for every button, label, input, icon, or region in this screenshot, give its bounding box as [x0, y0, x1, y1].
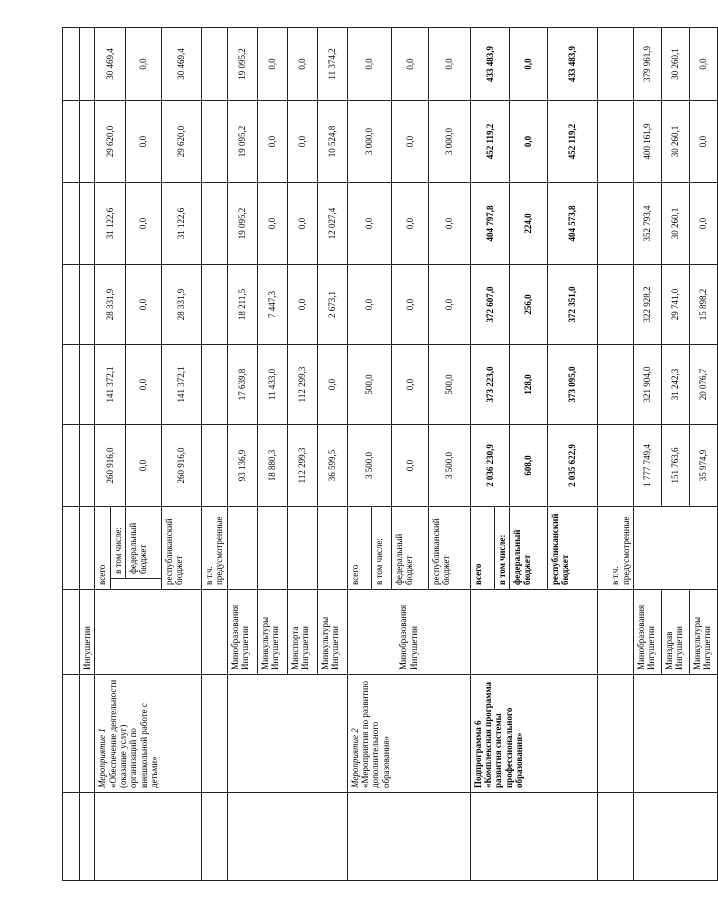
- value-cell: 224,0: [510, 183, 548, 265]
- value-cell: 433 483,9: [548, 28, 598, 101]
- empty-cell: [80, 28, 95, 101]
- value-cell: 0,0: [428, 183, 470, 265]
- value-cell: 452 119,2: [470, 101, 509, 183]
- empty-cell: [80, 425, 95, 507]
- value-cell: 0,0: [126, 425, 162, 507]
- value-cell: 321 904,0: [634, 345, 662, 425]
- empty-cell: [227, 793, 347, 881]
- empty-cell: [257, 507, 287, 590]
- empty-cell: [95, 793, 202, 881]
- label-rep: республиканский бюджет: [162, 507, 202, 590]
- measure-1-title: Мероприятие 1: [97, 728, 108, 788]
- table-row: [202, 28, 228, 881]
- value-cell: 20 076,7: [690, 345, 718, 425]
- value-cell: 1 777 749,4: [634, 425, 662, 507]
- empty-cell: [470, 590, 597, 675]
- value-cell: 3 000,0: [428, 101, 470, 183]
- empty-cell: [63, 507, 80, 590]
- empty-cell: [598, 425, 634, 507]
- empty-cell: [598, 345, 634, 425]
- value-cell: 256,0: [510, 265, 548, 345]
- value-cell: 28 331,9: [95, 265, 126, 345]
- empty-cell: [317, 507, 347, 590]
- subprogram-6-title: Подпрограмма 6 «Комплексная программа развития системы профессионального образования»: [470, 675, 597, 793]
- empty-cell: [80, 345, 95, 425]
- rotated-table-frame: [62, 28, 713, 881]
- executor-cell: Минздрав Ингушетии: [662, 590, 690, 675]
- value-cell: 19 095,2: [227, 101, 257, 183]
- table-row: [80, 28, 95, 881]
- empty-cell: [202, 590, 228, 675]
- value-cell: 35 974,9: [690, 425, 718, 507]
- executor-cell: Ингушетии: [80, 590, 95, 675]
- label-fed: федеральный бюджет: [391, 507, 428, 590]
- value-cell: 11 433,0: [257, 345, 287, 425]
- empty-cell: [598, 793, 634, 881]
- empty-cell: [80, 675, 95, 793]
- value-cell: 36 599,5: [317, 425, 347, 507]
- empty-cell: [80, 265, 95, 345]
- budget-table: [62, 27, 718, 881]
- value-cell: 0,0: [391, 28, 428, 101]
- value-cell: 3 500,0: [428, 425, 470, 507]
- value-cell: 30 260,1: [662, 101, 690, 183]
- value-cell: 151 763,6: [662, 425, 690, 507]
- table-row: [470, 28, 494, 881]
- value-cell: 112 299,3: [287, 345, 317, 425]
- label-vtch: в т.ч. предусмотренные: [202, 507, 228, 590]
- value-cell: 30 260,1: [662, 183, 690, 265]
- empty-cell: [80, 101, 95, 183]
- value-cell: 400 161,9: [634, 101, 662, 183]
- value-cell: 0,0: [287, 265, 317, 345]
- empty-cell: [202, 675, 228, 793]
- empty-cell: [634, 675, 718, 793]
- label-fed: федеральный бюджет: [126, 507, 162, 579]
- value-cell: 433 483,9: [470, 28, 509, 101]
- value-cell: 15 898,2: [690, 265, 718, 345]
- label-total: всего: [95, 507, 110, 590]
- value-cell: 373 095,0: [548, 345, 598, 425]
- label-rep: республиканский бюджет: [428, 507, 470, 590]
- empty-cell: [63, 793, 80, 881]
- value-cell: 0,0: [347, 183, 391, 265]
- value-cell: 0,0: [126, 345, 162, 425]
- value-cell: 0,0: [347, 28, 391, 101]
- empty-cell: [598, 101, 634, 183]
- value-cell: 2 673,1: [317, 265, 347, 345]
- value-cell: 608,0: [510, 425, 548, 507]
- table-row: [227, 28, 257, 881]
- value-cell: 0,0: [690, 183, 718, 265]
- empty-cell: [63, 675, 80, 793]
- value-cell: 0,0: [391, 265, 428, 345]
- value-cell: 19 095,2: [227, 28, 257, 101]
- table-row: [347, 28, 371, 881]
- value-cell: 500,0: [347, 345, 391, 425]
- executor-cell: Минобразования Ингушетии: [227, 590, 257, 675]
- value-cell: 379 961,9: [634, 28, 662, 101]
- empty-cell: [227, 507, 257, 590]
- value-cell: 30 469,4: [95, 28, 126, 101]
- value-cell: 404 797,8: [470, 183, 509, 265]
- value-cell: 0,0: [391, 183, 428, 265]
- empty-cell: [634, 507, 718, 590]
- value-cell: 31 122,6: [95, 183, 126, 265]
- value-cell: 29 741,0: [662, 265, 690, 345]
- value-cell: 0,0: [287, 183, 317, 265]
- empty-cell: [63, 590, 80, 675]
- value-cell: 141 372,1: [95, 345, 126, 425]
- value-cell: 11 374,2: [317, 28, 347, 101]
- empty-cell: [598, 265, 634, 345]
- empty-cell: [110, 579, 161, 590]
- value-cell: 128,0: [510, 345, 548, 425]
- value-cell: 0,0: [347, 265, 391, 345]
- empty-cell: [202, 101, 228, 183]
- value-cell: 0,0: [317, 345, 347, 425]
- measure-2-cell: [347, 675, 470, 793]
- value-cell: 2 035 622,9: [548, 425, 598, 507]
- value-cell: 322 928,2: [634, 265, 662, 345]
- executor-cell: Минкультуры Ингушетии: [317, 590, 347, 675]
- value-cell: 0,0: [428, 265, 470, 345]
- empty-cell: [63, 28, 80, 101]
- empty-cell: [63, 101, 80, 183]
- empty-cell: [470, 793, 597, 881]
- empty-cell: [63, 265, 80, 345]
- value-cell: 0,0: [391, 345, 428, 425]
- table-row: [598, 28, 634, 881]
- value-cell: 141 372,1: [162, 345, 202, 425]
- empty-cell: [63, 425, 80, 507]
- empty-cell: [598, 590, 634, 675]
- value-cell: 373 223,0: [470, 345, 509, 425]
- empty-cell: [598, 183, 634, 265]
- value-cell: 0,0: [257, 183, 287, 265]
- label-total: всего: [470, 507, 494, 590]
- empty-cell: [202, 265, 228, 345]
- value-cell: 404 573,8: [548, 183, 598, 265]
- empty-cell: [202, 793, 228, 881]
- value-cell: 93 136,9: [227, 425, 257, 507]
- label-vtch: в т.ч. предусмотренные: [598, 507, 634, 590]
- executor-cell: Минспорта Ингушетии: [287, 590, 317, 675]
- measure-1-cell: [95, 675, 202, 793]
- value-cell: 17 639,8: [227, 345, 257, 425]
- empty-cell: [227, 675, 347, 793]
- value-cell: 452 119,2: [548, 101, 598, 183]
- empty-cell: [347, 793, 470, 881]
- empty-cell: [80, 793, 95, 881]
- empty-cell: [202, 345, 228, 425]
- value-cell: 0,0: [690, 101, 718, 183]
- value-cell: 372 607,0: [470, 265, 509, 345]
- table-row: [63, 28, 80, 881]
- measure-2-desc: «Мероприятия по развитию дополнительного образования»: [360, 681, 391, 788]
- label-rep: республиканский бюджет: [548, 507, 598, 590]
- value-cell: 28 331,9: [162, 265, 202, 345]
- value-cell: 12 027,4: [317, 183, 347, 265]
- label-incl: в том числе:: [494, 507, 509, 590]
- table-row: [634, 28, 662, 881]
- value-cell: 7 447,3: [257, 265, 287, 345]
- value-cell: 0,0: [690, 28, 718, 101]
- value-cell: 0,0: [391, 101, 428, 183]
- value-cell: 0,0: [126, 28, 162, 101]
- value-cell: 352 793,4: [634, 183, 662, 265]
- value-cell: 0,0: [510, 101, 548, 183]
- executor-cell: Минкультуры Ингушетии: [257, 590, 287, 675]
- value-cell: 10 524,8: [317, 101, 347, 183]
- measure-1-desc: «Обеспечение деятельности (оказание услуг) организаций по внешкольной работе с детьми»: [107, 679, 160, 788]
- empty-cell: [80, 507, 95, 590]
- value-cell: 3 500,0: [347, 425, 391, 507]
- value-cell: 3 000,0: [347, 101, 391, 183]
- empty-cell: [63, 345, 80, 425]
- value-cell: 30 260,1: [662, 28, 690, 101]
- value-cell: 260 916,0: [162, 425, 202, 507]
- executor-cell: Минкультуры Ингушетии: [690, 590, 718, 675]
- value-cell: 31 122,6: [162, 183, 202, 265]
- value-cell: 0,0: [126, 265, 162, 345]
- empty-cell: [95, 590, 202, 675]
- label-incl: в том числе:: [371, 507, 391, 590]
- value-cell: 0,0: [287, 28, 317, 101]
- value-cell: 31 242,3: [662, 345, 690, 425]
- value-cell: 19 095,2: [227, 183, 257, 265]
- empty-cell: [287, 507, 317, 590]
- empty-cell: [80, 183, 95, 265]
- empty-cell: [202, 183, 228, 265]
- value-cell: 0,0: [391, 425, 428, 507]
- empty-cell: [202, 28, 228, 101]
- value-cell: 112 299,3: [287, 425, 317, 507]
- value-cell: 0,0: [510, 28, 548, 101]
- value-cell: 0,0: [257, 101, 287, 183]
- label-total: всего: [347, 507, 371, 590]
- value-cell: 0,0: [126, 183, 162, 265]
- value-cell: 18 880,3: [257, 425, 287, 507]
- value-cell: 500,0: [428, 345, 470, 425]
- executor-cell: Минобразования Ингушетии: [347, 590, 470, 675]
- value-cell: 0,0: [257, 28, 287, 101]
- measure-2-title: Мероприятие 2: [349, 728, 360, 788]
- executor-cell: Минобразования Ингушетии: [634, 590, 662, 675]
- empty-cell: [202, 425, 228, 507]
- value-cell: 0,0: [428, 28, 470, 101]
- empty-cell: [598, 675, 634, 793]
- empty-cell: [63, 183, 80, 265]
- value-cell: 29 620,0: [95, 101, 126, 183]
- label-incl: в том числе:: [110, 507, 125, 579]
- value-cell: 2 036 230,9: [470, 425, 509, 507]
- empty-cell: [598, 28, 634, 101]
- table-row: [95, 28, 110, 881]
- value-cell: 29 620,0: [162, 101, 202, 183]
- label-fed: федеральный бюджет: [510, 507, 548, 590]
- empty-cell: [634, 793, 718, 881]
- value-cell: 260 916,0: [95, 425, 126, 507]
- value-cell: 372 351,0: [548, 265, 598, 345]
- value-cell: 0,0: [126, 101, 162, 183]
- value-cell: 18 211,5: [227, 265, 257, 345]
- value-cell: 30 469,4: [162, 28, 202, 101]
- value-cell: 0,0: [287, 101, 317, 183]
